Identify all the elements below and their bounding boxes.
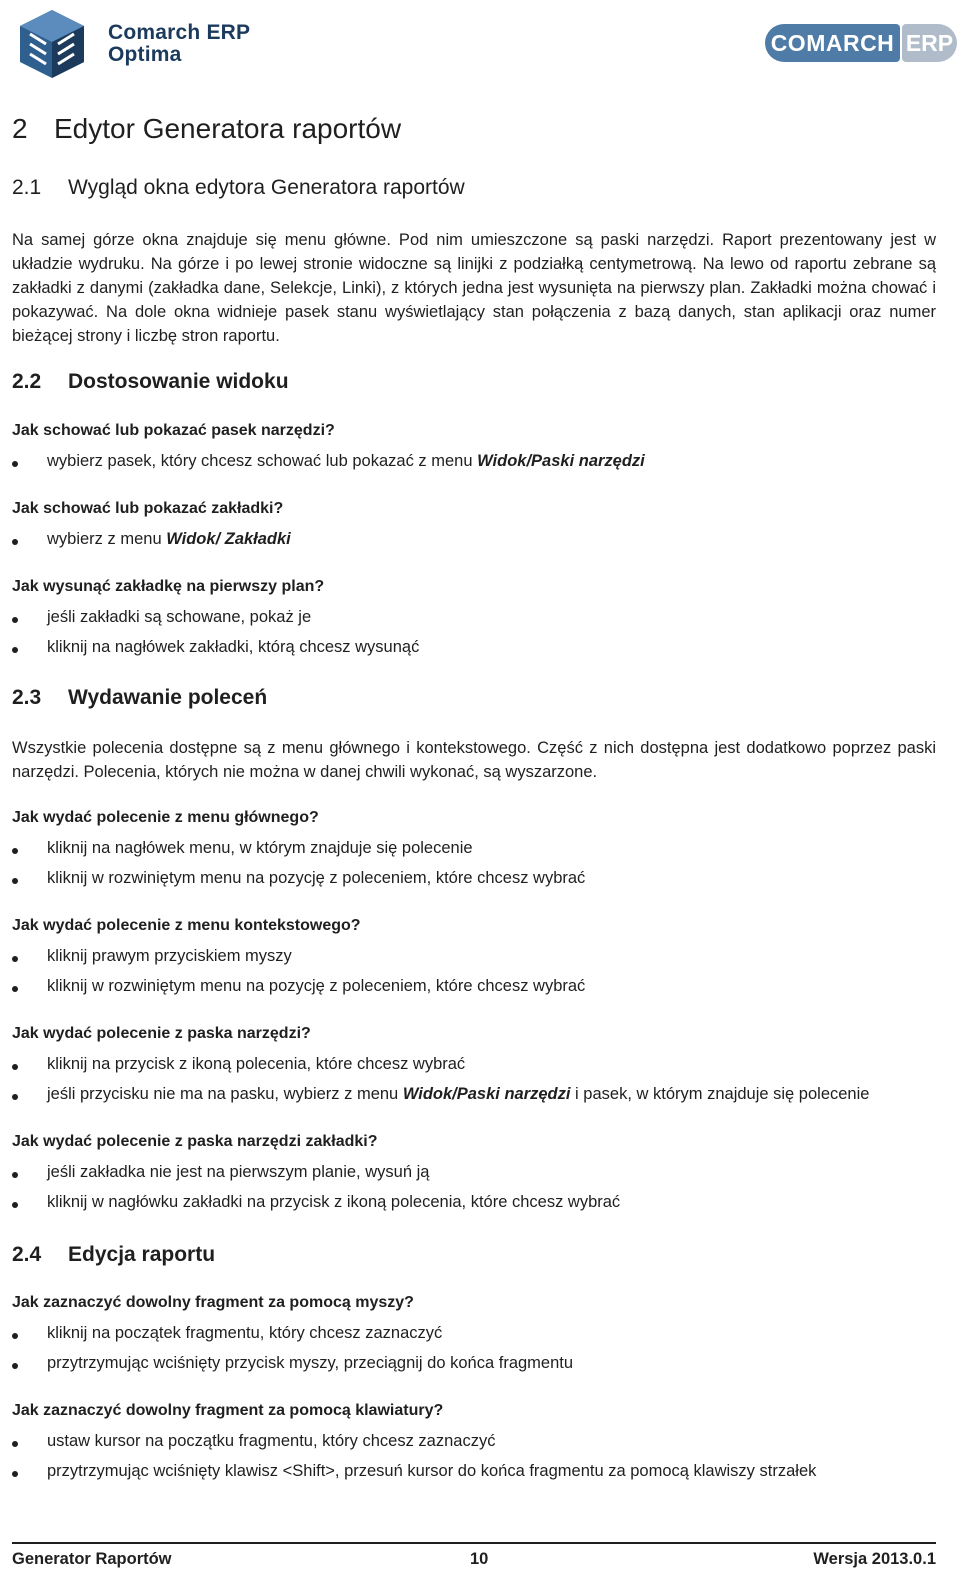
brand-logo-main: COMARCH	[765, 24, 900, 62]
section-heading-2-4: 2.4 Edycja raportu	[12, 1243, 216, 1266]
logo-line-2: Optima	[108, 43, 182, 66]
question: Jak schować lub pokazać zakładki?	[12, 500, 284, 517]
bullet-icon	[12, 1202, 18, 1208]
question: Jak schować lub pokazać pasek narzędzi?	[12, 422, 335, 439]
page-footer	[12, 1542, 936, 1574]
bullet-icon	[12, 1363, 18, 1369]
comarch-erp-optima-logo	[16, 8, 256, 80]
cube-logo-icon	[16, 8, 88, 80]
bullet-icon	[12, 986, 18, 992]
brand-logo-suffix: ERP	[902, 24, 957, 62]
page-number: 10	[470, 1550, 489, 1568]
comarch-brand-logo	[765, 24, 957, 64]
bullet-icon	[12, 1064, 18, 1070]
bullet-icon	[12, 1094, 18, 1100]
logo-line-1: Comarch ERP	[108, 21, 251, 44]
section-heading-2-2: 2.2 Dostosowanie widoku	[12, 370, 289, 393]
bullet-icon	[12, 539, 18, 545]
bullet-icon	[12, 1333, 18, 1339]
question: Jak wydać polecenie z paska narzędzi zakładki?	[12, 1133, 378, 1150]
bullet-icon	[12, 878, 18, 884]
bullet-icon	[12, 461, 18, 467]
question: Jak wydać polecenie z paska narzędzi?	[12, 1025, 311, 1042]
bullet-icon	[12, 1441, 18, 1447]
chapter-number: 2	[12, 113, 28, 144]
bullet-icon	[12, 848, 18, 854]
question: Jak wydać polecenie z menu kontekstowego?	[12, 917, 361, 934]
bullet-icon	[12, 617, 18, 623]
question: Jak wysunąć zakładkę na pierwszy plan?	[12, 578, 325, 595]
footer-title: Generator Raportów	[12, 1550, 172, 1568]
bullet-icon	[12, 647, 18, 653]
footer-version: Wersja 2013.0.1	[813, 1550, 936, 1568]
section-heading-2-3: 2.3 Wydawanie poleceń	[12, 686, 268, 709]
section-heading-2-1: 2.1 Wygląd okna edytora Generatora raportów	[12, 176, 465, 199]
bullet-icon	[12, 1172, 18, 1178]
bullet-icon	[12, 1471, 18, 1477]
question: Jak wydać polecenie z menu głównego?	[12, 809, 319, 826]
question: Jak zaznaczyć dowolny fragment za pomocą klawiatury?	[12, 1402, 444, 1419]
section-2-3-paragraph: Wszystkie polecenia dostępne są z menu głównego i kontekstowego. Część z nich dostępna jest dodatkowo poprzez paski narzędzi. Polecenia, których nie można w danej chwili wykonać, są wyszarzone.	[12, 739, 936, 781]
section-2-1-paragraph: Na samej górze okna znajduje się menu główne. Pod nim umieszczone są paski narzędzi. Raport prezentowany jest w układzie wydruku. Na górze i po lewej stronie widoczne są linijki z podziałką centymetrową. Na lewo od raportu zebrane są zakładki z danymi (zakładka dane, Selekcje, Linki), z których jedna jest wysunięta na pierwszy plan. Zakładki można chować i pokazywać. Na dole okna widnieje pasek stanu wyświetlający stan połączenia z bazą danych, stan aplikacji oraz numer bieżącej strony i liczbę stron raportu.	[12, 231, 936, 345]
bullet-icon	[12, 956, 18, 962]
question: Jak zaznaczyć dowolny fragment za pomocą myszy?	[12, 1294, 414, 1311]
chapter-title: Edytor Generatora raportów	[54, 113, 402, 144]
chapter-heading	[12, 113, 401, 145]
page-header	[0, 0, 960, 90]
